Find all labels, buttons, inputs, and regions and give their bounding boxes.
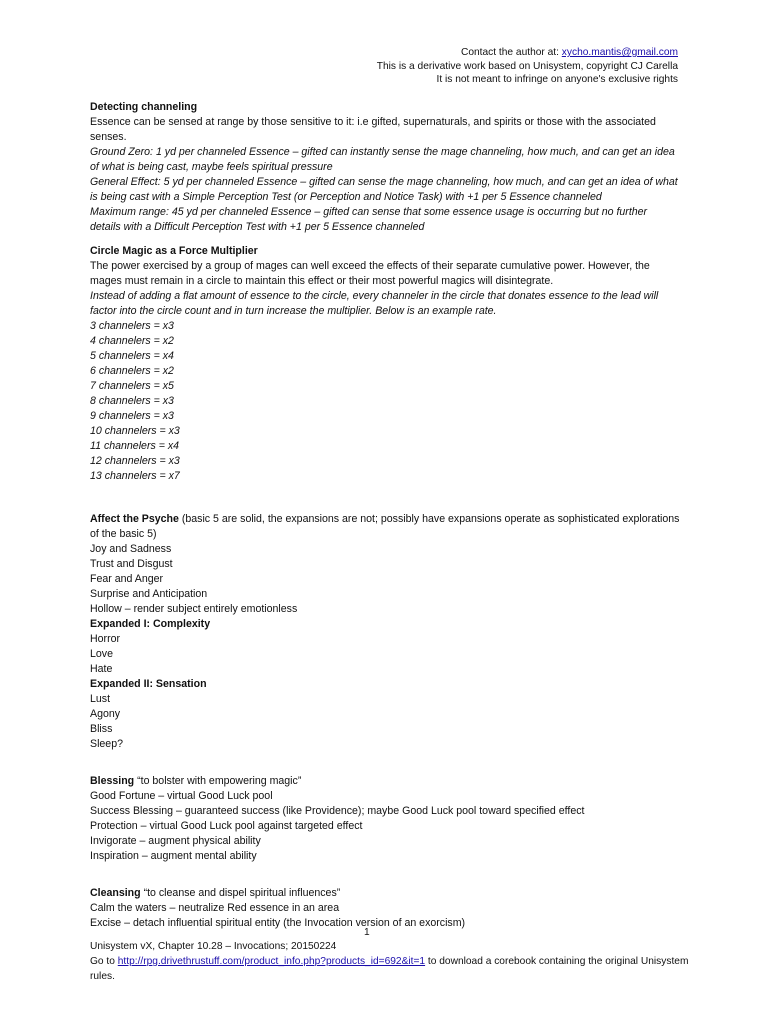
rate-list: [90, 319, 680, 484]
section-note: (basic 5 are solid, the expansions are not; possibly have expansions operate as sophisticated explorations of the basic 5): [90, 513, 680, 540]
footer-go-to: Go to: [90, 956, 118, 967]
list-item: Success Blessing – guaranteed success (like Providence); maybe Good Luck pool toward specified effect: [90, 805, 585, 817]
list-item: Inspiration – augment mental ability: [90, 850, 257, 862]
paragraph: Essence can be sensed at range by those sensitive to it: i.e gifted, supernaturals, and spirits or those with the associated senses.: [90, 116, 656, 143]
derivative-notice: This is a derivative work based on Unisystem, copyright CJ Carella: [376, 60, 678, 72]
list-item: Fear and Anger: [90, 573, 164, 585]
page-footer: [90, 925, 690, 984]
list-item: Sleep?: [90, 738, 123, 750]
section-title: Cleansing: [90, 887, 141, 899]
paragraph-general-effect: General Effect: 5 yd per channeled Essence – gifted can sense the mage channeling, how much, and can get an idea of what is being cast with a Simple Perception Test (or Perception and Notice Task) with +1 per 5 Essence channeled: [90, 176, 678, 203]
list-item: 8 channelers = x3: [90, 395, 174, 407]
list-item: Hate: [90, 663, 113, 675]
contact-prefix: Contact the author at:: [460, 47, 562, 58]
list-item: Hollow – render subject entirely emotionless: [90, 603, 298, 615]
list-item: Trust and Disgust: [90, 558, 173, 570]
list-item: Love: [90, 648, 113, 660]
corebook-link[interactable]: http://rpg.drivethrustuff.com/product_info.php?products_id=692&it=1: [117, 956, 426, 967]
paragraph-italic: Instead of adding a flat amount of essence to the circle, every channeler in the circle that donates essence to the lead will factor into the circle count and in turn increase the multiplier. Below is an example rate.: [90, 290, 659, 317]
list-item: 3 channelers = x3: [90, 320, 174, 332]
paragraph: The power exercised by a group of mages can well exceed the effects of their separate cumulative power. However, the mages must remain in a circle to maintain this effect or their most powerful magics will disintegrate.: [90, 260, 650, 287]
list-item: Good Fortune – virtual Good Luck pool: [90, 790, 273, 802]
list-item: Surprise and Anticipation: [90, 588, 208, 600]
list-item: Horror: [90, 633, 121, 645]
author-email-link[interactable]: xycho.mantis@gmail.com: [561, 47, 678, 58]
section-title: Blessing: [90, 775, 135, 787]
list-item: Excise – detach influential spiritual entity (the Invocation version of an exorcism): [90, 917, 466, 929]
list-item: 5 channelers = x4: [90, 350, 174, 362]
list-item: Protection – virtual Good Luck pool against targeted effect: [90, 820, 363, 832]
list-item: Calm the waters – neutralize Red essence in an area: [90, 902, 340, 914]
section-blessing: [90, 774, 680, 864]
footer-tail: to download a corebook containing the original Unisystem rules.: [90, 956, 689, 982]
list-item: 12 channelers = x3: [90, 455, 180, 467]
list-item: 9 channelers = x3: [90, 410, 174, 422]
section-circle-magic: [90, 244, 680, 484]
list-item: 10 channelers = x3: [90, 425, 180, 437]
paragraph-maximum-range: Maximum range: 45 yd per channeled Essence – gifted can sense that some essence usage is occurring but no further details with a Difficult Perception Test with +1 per 5 Essence channeled: [90, 206, 648, 233]
section-note: “to cleanse and dispel spiritual influences”: [140, 887, 341, 899]
list-item: 7 channelers = x5: [90, 380, 174, 392]
list-item: 6 channelers = x2: [90, 365, 174, 377]
document-body: [90, 100, 680, 931]
section-heading-line: [90, 774, 680, 789]
list-item: 13 channelers = x7: [90, 470, 180, 482]
section-heading-line: [90, 886, 680, 901]
list-item: 4 channelers = x2: [90, 335, 174, 347]
list-item: Invigorate – augment physical ability: [90, 835, 261, 847]
footer-download-line: [90, 954, 690, 984]
list-item: Agony: [90, 708, 121, 720]
footer-chapter-line: Unisystem vX, Chapter 10.28 – Invocations; 20150224: [90, 941, 337, 952]
rights-notice: It is not meant to infringe on anyone's exclusive rights: [436, 74, 678, 85]
section-title: Affect the Psyche: [90, 513, 179, 525]
list-item: 11 channelers = x4: [90, 440, 180, 452]
subsection-title: Expanded II: Sensation: [90, 678, 207, 690]
page-number: 1: [364, 927, 370, 938]
list-item: Bliss: [90, 723, 113, 735]
section-heading-line: [90, 512, 680, 542]
paragraph-ground-zero: Ground Zero: 1 yd per channeled Essence – gifted can instantly sense the mage channeling, how much, and can get an idea of what is being cast, maybe feels spiritual pressure: [90, 146, 675, 173]
subsection-title: Expanded I: Complexity: [90, 618, 211, 630]
list-item: Joy and Sadness: [90, 543, 172, 555]
section-affect-psyche: [90, 512, 680, 752]
section-title: Detecting channeling: [90, 101, 198, 113]
section-title: Circle Magic as a Force Multiplier: [90, 245, 258, 257]
section-detecting-channeling: [90, 100, 680, 235]
page-header: [377, 46, 678, 87]
contact-line: [377, 46, 678, 60]
list-item: Lust: [90, 693, 111, 705]
section-note: “to bolster with empowering magic”: [134, 775, 302, 787]
